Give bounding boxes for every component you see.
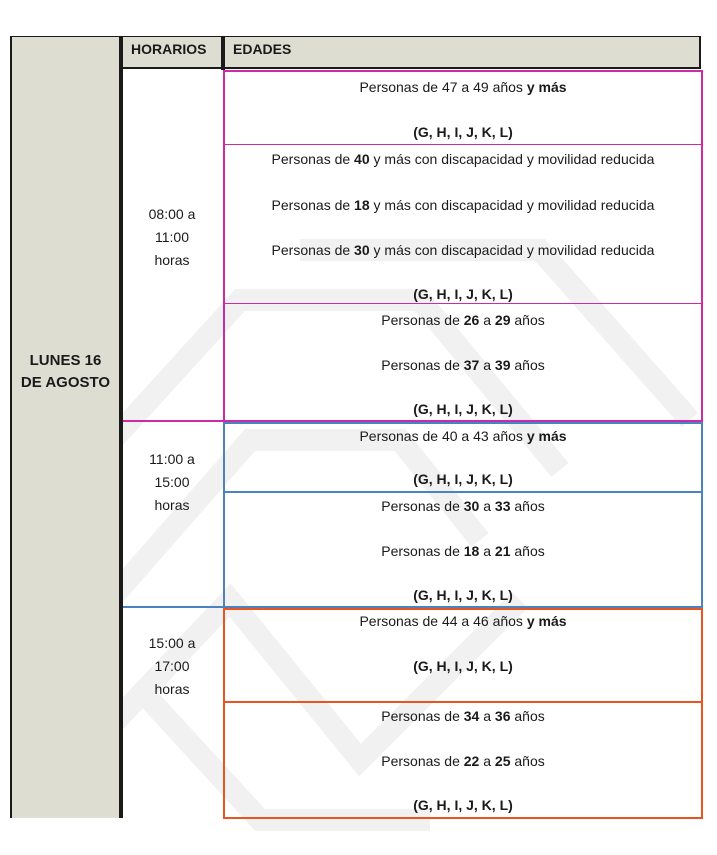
time-slot-2-unit: horas <box>154 497 190 513</box>
age-line: Personas de 22 a 25 años <box>381 753 545 769</box>
disability-line-2: Personas de 18 y más con discapacidad y movilidad reducida <box>271 197 655 213</box>
slot-divider-1 <box>123 420 225 422</box>
time-slot-1-unit: horas <box>154 252 190 268</box>
age-line: Personas de 47 a 49 años y más <box>359 79 567 95</box>
age-line: Personas de 34 a 36 años <box>381 708 545 724</box>
day-line-1: LUNES 16 <box>29 352 102 369</box>
disability-line-1: Personas de 40 y más con discapacidad y movilidad reducida <box>271 151 655 167</box>
disability-line-3: Personas de 30 y más con discapacidad y movilidad reducida <box>271 242 655 258</box>
age-line: Personas de 26 a 29 años <box>381 312 545 328</box>
day-label <box>10 350 121 394</box>
groups-code: (G, H, I, J, K, L) <box>413 401 513 417</box>
age-line: Personas de 30 a 33 años <box>381 498 545 514</box>
cell-afternoon-b <box>225 703 701 817</box>
header-separator <box>221 36 225 70</box>
age-line: Personas de 44 a 46 años y más <box>359 613 567 629</box>
time-slot-1-from: 08:00 a <box>148 206 196 222</box>
header-horarios-label: HORARIOS <box>131 41 207 57</box>
day-column <box>10 36 121 818</box>
groups-code: (G, H, I, J, K, L) <box>413 286 513 302</box>
groups-code: (G, H, I, J, K, L) <box>413 124 513 140</box>
cell-midday-a <box>225 424 701 491</box>
time-slot-2-from: 11:00 a <box>149 451 195 467</box>
cell-morning-a <box>225 72 701 144</box>
groups-code: (G, H, I, J, K, L) <box>413 658 513 674</box>
time-slot-2 <box>123 448 221 517</box>
time-slot-3-unit: horas <box>154 681 190 697</box>
header-horarios <box>123 36 221 69</box>
groups-code: (G, H, I, J, K, L) <box>413 471 513 487</box>
cell-morning-c <box>225 304 701 420</box>
column-separator <box>119 36 123 818</box>
cell-afternoon-a <box>225 610 701 701</box>
groups-code: (G, H, I, J, K, L) <box>413 587 513 603</box>
age-line: Personas de 40 a 43 años y más <box>359 428 567 444</box>
cell-midday-b <box>225 493 701 606</box>
time-slot-3-from: 15:00 a <box>148 635 196 651</box>
age-line: Personas de 37 a 39 años <box>381 357 545 373</box>
time-slot-2-to: 15:00 <box>154 474 190 490</box>
groups-code: (G, H, I, J, K, L) <box>413 797 513 813</box>
time-slot-1-to: 11:00 <box>155 229 189 245</box>
slot-divider-2 <box>123 606 225 608</box>
age-line: Personas de 18 a 21 años <box>381 543 545 559</box>
time-slot-3-to: 17:00 <box>154 658 190 674</box>
time-slot-3 <box>123 632 221 701</box>
day-line-2: DE AGOSTO <box>20 374 111 391</box>
cell-morning-b <box>225 145 701 303</box>
header-edades-label: EDADES <box>233 41 292 57</box>
header-edades <box>225 36 701 69</box>
time-slot-1 <box>123 203 221 272</box>
